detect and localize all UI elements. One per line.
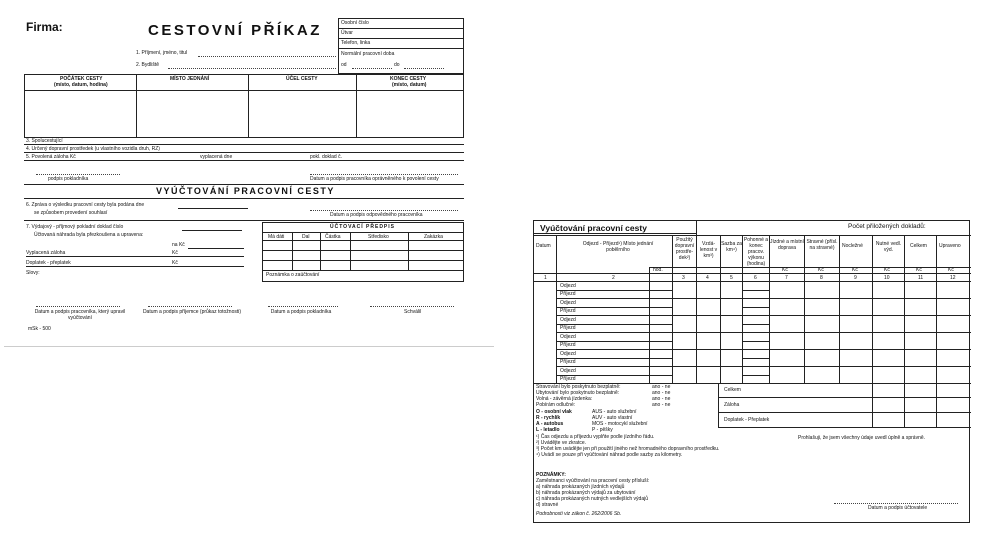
attached-docs: Počet přiložených dokladů: [848, 223, 926, 230]
in-words: Slovy: [26, 270, 40, 276]
h-total: Celkem [910, 243, 927, 249]
legend-auv: AUV - auto vlastní [592, 415, 633, 421]
footnote-2: ²) Uvádějte ve zkratce. [536, 440, 587, 446]
sig-cashier: Datum a podpis pokladníka [270, 309, 332, 315]
row-co-travelers: 3. Spolucestující [26, 138, 63, 144]
kc-11: Kč [948, 267, 954, 273]
fuel-cell-divider [742, 349, 769, 350]
name-field[interactable] [198, 56, 336, 57]
col-start-sub: (místo, datum, hodina) [54, 82, 108, 88]
row-arrival: Příjezd [560, 325, 576, 331]
settlement-title: VYÚČTOVÁNÍ PRACOVNÍ CESTY [156, 186, 335, 196]
legend-aus: AUS - auto služební [592, 409, 637, 415]
accounting-title: ÚČTOVACÍ PŘEDPIS [330, 224, 395, 230]
row-advance: 5. Povolená záloha Kč [26, 154, 76, 160]
declaration: Prohlašuji, že jsem všechny údaje uvedl úplně a správně. [798, 435, 926, 441]
row-arrival: Příjezd [560, 359, 576, 365]
address-field-label: 2. Bydliště [136, 62, 160, 68]
footnote-3: ³) Počet km uvádějte jen při použití jiného než hromadného dopravního prostředku. [536, 446, 720, 452]
legend-o: O - osobní vlak [536, 409, 572, 415]
num-8: 8 [820, 275, 823, 281]
notes-line-3: b) náhrada prokázaných výdajů za ubytování [536, 490, 636, 496]
phone-label: Telefon, linka [341, 40, 371, 46]
summary-total: Celkem [724, 387, 741, 393]
col-end-sub: (místo, datum) [392, 82, 427, 88]
row-advance-doc: pokl. doklad č. [310, 154, 342, 160]
h-departure: Odjezd - Příjezd¹) Místo jednání pobělrního [582, 241, 654, 253]
fuel-cell-divider [742, 375, 769, 376]
num-6: 6 [754, 275, 757, 281]
address-field[interactable] [168, 68, 336, 69]
law-reference: Podrobnosti viz zákon č. 262/2006 Sb. [536, 511, 622, 517]
h-other: Nutné vedl. výd. [875, 241, 902, 253]
authorizer-signature: Datum a podpis pracovníka oprávněného k povolení cesty [310, 176, 439, 182]
h-fare: Jízdné a místní doprava [770, 239, 804, 251]
row-arrival: Příjezd [560, 308, 576, 314]
cashier-signature: podpis pokladníka [48, 176, 89, 182]
summary-balance: Doplatek - Přeplatek [724, 417, 770, 423]
h-fuel: Pohonné a konec pracov. výkonu (hodina) [743, 237, 769, 267]
row-arrival: Příjezd [560, 376, 576, 382]
department-label: Útvar [341, 30, 353, 36]
footnote-1: ¹) Čas odjezdu a příjezdu vyplňte podle jízdního řádu. [536, 434, 655, 440]
legend-r: R - rychlík [536, 415, 561, 421]
kc-8: Kč [852, 267, 858, 273]
num-3: 3 [682, 275, 685, 281]
h-meals: Stravné (přísl. na stravné) [806, 239, 838, 251]
amount-kc: na Kč [172, 242, 185, 248]
row-departure: Odjezd [560, 367, 576, 374]
sig-approved: Schválil [404, 309, 422, 315]
num-9: 9 [854, 275, 857, 281]
row-departure: Odjezd [560, 282, 576, 289]
fuel-cell-divider [742, 324, 769, 325]
row-advance-paid: vyplacená dne [200, 154, 233, 160]
row-arrival: Příjezd [560, 291, 576, 297]
paid-advance-kc: Kč [172, 250, 178, 256]
notes-line-2: a) náhrada prokázaných jízdních výdajů [536, 484, 625, 490]
h-date: Datum [536, 243, 551, 249]
acc-col-credit: Dal [302, 234, 310, 240]
acc-col-amount: Částka [325, 234, 341, 240]
h-vehicle: Použitý dopravní prostře-dek²) [674, 237, 695, 261]
num-12: 12 [950, 275, 956, 281]
report-date: 6. Zpráva o výsledku pracovní cesty byla podána dne [26, 202, 145, 208]
surcharge: Doplatek - přeplatek [26, 260, 71, 266]
yes-no-4[interactable]: ano - ne [652, 402, 671, 408]
fuel-cell-divider [742, 341, 769, 342]
legend-l: L - letadlo [536, 427, 560, 433]
h-hours: hod. [653, 267, 663, 273]
kc-9: Kč [884, 267, 890, 273]
acc-col-debit: Má dáti [268, 234, 285, 240]
travel-settlement-form [533, 220, 970, 523]
h-lodging: Nocležné [842, 243, 863, 249]
notes-title: POZNÁMKY: [536, 472, 566, 478]
paid-advance: Vyplacená záloha [26, 250, 66, 256]
col-purpose: ÚČEL CESTY [286, 76, 318, 82]
num-11: 11 [918, 275, 924, 281]
reviewed-label: Účtovaná náhrada byla přezkoušena a upravena: [34, 232, 144, 238]
personal-number-label: Osobní číslo [341, 20, 369, 26]
row-departure: Odjezd [560, 350, 576, 357]
notes-line-5: d) stravné [536, 502, 559, 508]
num-7: 7 [785, 275, 788, 281]
num-4: 4 [706, 275, 709, 281]
fuel-cell-divider [742, 315, 769, 316]
acc-note: Poznámka o zaúčtování [266, 272, 320, 278]
num-5: 5 [730, 275, 733, 281]
working-hours-label: Normální pracovní doba [341, 51, 395, 57]
num-10: 10 [884, 275, 890, 281]
fuel-cell-divider [742, 332, 769, 333]
settler-signature: Datum a podpis účtovatele [868, 505, 928, 511]
col-start: POČÁTEK CESTY [60, 76, 103, 82]
summary-advance: Záloha [724, 402, 740, 408]
footnote-4: ⁴) Uvádí se pouze při vyúčtování náhrad podle sazby za kilometry. [536, 452, 683, 458]
surcharge-kc: Kč [172, 260, 178, 266]
yes-no-2[interactable]: ano - ne [652, 390, 671, 396]
acc-col-center: Středisko [368, 234, 389, 240]
legend-p: P - pěšky [592, 427, 613, 433]
form1-bottom-edge [4, 346, 494, 347]
notes-line-1: Zaměstnanci vyúčtování na pracovní cesty přísluší: [536, 478, 650, 484]
h-rate: Sazba za km⁴) [721, 241, 742, 253]
form-title: CESTOVNÍ PŘÍKAZ [148, 22, 322, 39]
note-meals: Stravování bylo poskytnuto bezplatně: [536, 384, 621, 390]
kc-7: Kč [818, 267, 824, 273]
fuel-cell-divider [742, 307, 769, 308]
fuel-cell-divider [742, 366, 769, 367]
sig-recipient: Datum a podpis příjemce (průkaz totožnosti) [142, 309, 242, 315]
fuel-cell-divider [742, 298, 769, 299]
cash-doc-number: 7. Výdajový - příjmový pokladní doklad číslo [26, 224, 124, 230]
firm-label: Firma: [26, 20, 63, 34]
note-lodging: Ubytování bylo poskytnuto bezplatně: [536, 390, 620, 396]
row-transport: 4. Určený dopravní prostředek (u vlastního vozidla druh, RZ) [26, 146, 160, 152]
h-adjusted: Upraveno [939, 243, 961, 249]
acc-col-order: Zakázka [424, 234, 443, 240]
fuel-cell-divider [742, 358, 769, 359]
note-separation: Pobírám odlučné: [536, 402, 576, 408]
report-approval: se způsobem provedení souhlasí [34, 210, 108, 216]
employee-info-box [338, 18, 464, 74]
sig-adjuster: Datum a podpis pracovníka, který upravil vyúčtování [34, 309, 126, 321]
num-1: 1 [544, 275, 547, 281]
col-place: MÍSTO JEDNÁNÍ [170, 76, 210, 82]
num-2: 2 [612, 275, 615, 281]
kc-10: Kč [916, 267, 922, 273]
yes-no-3[interactable]: ano - ne [652, 396, 671, 402]
yes-no-1[interactable]: ano - ne [652, 384, 671, 390]
legend-mos: MOS - motocykl služební [592, 421, 648, 427]
notes-line-4: c) náhrada prokázaných nutných vedlejších výdajů [536, 496, 649, 502]
to-label: do [394, 62, 400, 68]
from-label: od [341, 62, 347, 68]
row-departure: Odjezd [560, 333, 576, 340]
legend-a: A - autobus [536, 421, 564, 427]
responsible-signature: Datum a podpis odpovědného pracovníka [330, 212, 423, 218]
row-arrival: Příjezd [560, 342, 576, 348]
fuel-cell-divider [742, 290, 769, 291]
name-field-label: 1. Příjmení, jméno, titul [136, 50, 188, 56]
row-departure: Odjezd [560, 316, 576, 323]
form-code: mSk - 500 [28, 326, 51, 332]
travel-order-form [20, 14, 474, 334]
h-distance: Vzdá-lenost v km³) [699, 241, 718, 259]
col-end: KONEC CESTY [390, 76, 427, 82]
settlement-title-2: Vyúčtování pracovní cesty [540, 223, 647, 233]
note-ticket: Volná - závěrná jízdenka: [536, 396, 593, 402]
row-departure: Odjezd [560, 299, 576, 306]
kc-6: Kč [782, 267, 788, 273]
